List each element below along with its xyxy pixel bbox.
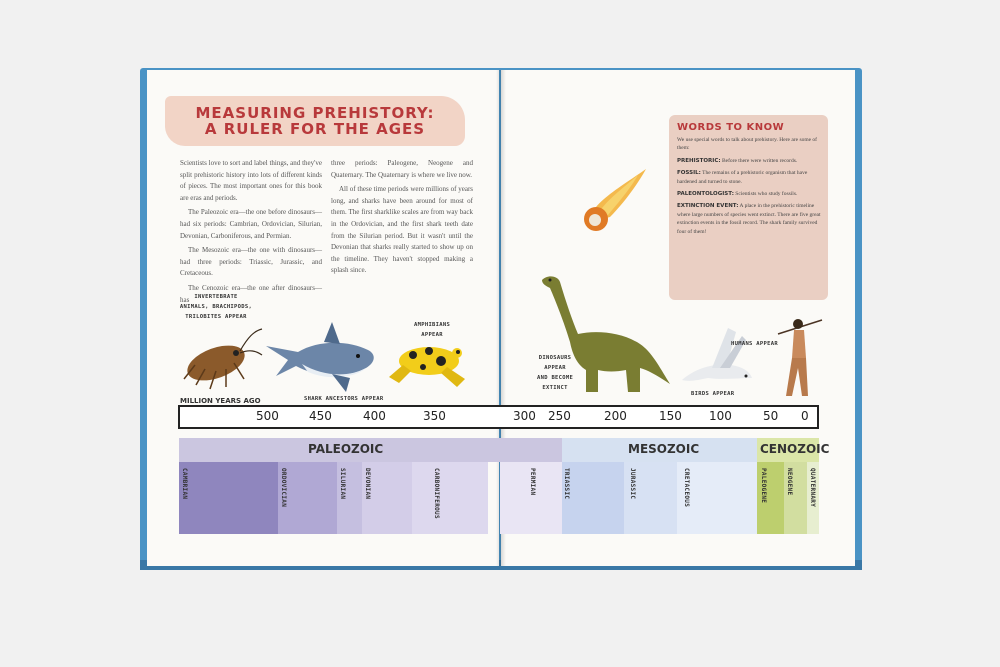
era-label-cenozoic: CENOZOIC	[760, 442, 830, 456]
label-line: DINOSAURS	[538, 355, 572, 361]
shark-illustration	[262, 318, 380, 396]
definition: A place in the prehistoric timeline where large numbers of species went extinct. There are five great extinction events in the fossil record. The shark family survived four of them!	[677, 203, 821, 235]
term-entry	[677, 157, 822, 165]
page-title-line-1: MEASURING PREHISTORY:	[195, 104, 435, 122]
period-label-cambrian: CAMBRIAN	[181, 468, 188, 500]
paragraph: three periods: Paleogene, Neogene and Quaternary. The Quaternary is where we live now.	[331, 159, 473, 179]
tick-label: 100	[709, 409, 732, 423]
definition: Scientists who study fossils.	[735, 191, 798, 198]
humans-label: HUMANS APPEAR	[731, 341, 778, 347]
period-column-triassic	[562, 462, 624, 534]
term: EXTINCTION EVENT:	[677, 203, 739, 210]
tick-label: 300	[513, 409, 536, 423]
timeline-axis-label: MILLION YEARS AGO	[180, 397, 261, 405]
label-line: APPEAR	[421, 332, 443, 338]
dinosaurs-label	[537, 353, 573, 393]
period-label-permian: PERMIAN	[529, 468, 536, 496]
tick-label: 0	[801, 409, 809, 423]
period-label-paleogene: PALEOGENE	[760, 468, 767, 504]
definition: The remains of a prehistoric organism that have hardened and turned to stone.	[677, 170, 808, 185]
tick-label: 400	[363, 409, 386, 423]
label-line: AND BECOME	[537, 375, 574, 381]
label-line: INVERTEBRATE	[194, 294, 238, 300]
human-illustration	[776, 312, 826, 402]
period-label-ordovician: ORDOVICIAN	[280, 468, 287, 508]
term-entry	[677, 190, 822, 198]
tick-label: 450	[309, 409, 332, 423]
tick-label: 200	[604, 409, 627, 423]
birds-label: BIRDS APPEAR	[691, 391, 735, 397]
period-label-carboniferous: CARBONIFEROUS	[433, 468, 440, 519]
term: FOSSIL:	[677, 170, 701, 177]
amphibians-label	[414, 320, 450, 340]
label-line: APPEAR	[544, 365, 566, 371]
tick-label: 500	[256, 409, 279, 423]
invertebrate-label	[166, 292, 266, 322]
term-entry	[677, 169, 822, 186]
page-title-line-2: A RULER FOR THE AGES	[204, 120, 426, 138]
period-label-triassic: TRIASSIC	[563, 468, 570, 500]
period-label-jurassic: JURASSIC	[629, 468, 636, 500]
bird-illustration	[676, 322, 756, 392]
label-line: ANIMALS, BRACHIPODS,	[179, 304, 253, 310]
period-column-carboniferous	[412, 462, 488, 534]
paragraph: The Cenozoic era—the one after dinosaurs—has	[180, 283, 322, 304]
term-entry	[677, 202, 822, 236]
shark-ancestors-label: SHARK ANCESTORS APPEAR	[304, 396, 384, 402]
tick-label: 350	[423, 409, 446, 423]
words-to-know-body	[677, 136, 822, 240]
tick-label: 150	[659, 409, 682, 423]
era-label-mesozoic: MESOZOIC	[628, 442, 700, 456]
period-label-devonian: DEVONIAN	[364, 468, 371, 500]
paragraph: Scientists love to sort and label things, and they've split prehistoric history into lots of different kinds of pieces. The most important ones for this book are eras and periods.	[180, 159, 322, 202]
era-label-paleozoic: PALEOZOIC	[308, 442, 384, 456]
words-to-know-intro: We use special words to talk about prehistory. Here are some of them:	[677, 137, 818, 152]
definition: Before there were written records.	[721, 157, 798, 164]
trilobite-illustration	[170, 325, 265, 400]
term: PREHISTORIC:	[677, 157, 721, 164]
body-column-2	[331, 158, 473, 280]
label-line: AMPHIBIANS	[414, 322, 451, 328]
period-column-cambrian	[179, 462, 278, 534]
paragraph: The Paleozoic era—the one before dinosaurs—had six periods: Cambrian, Ordovician, Silurian, Devonian, Carboniferous, and Permian.	[180, 208, 322, 240]
period-label-neogene: NEOGENE	[786, 468, 793, 496]
body-column-1	[180, 158, 322, 309]
tick-label: 50	[763, 409, 779, 423]
frog-illustration	[383, 335, 478, 393]
paragraph: All of these time periods were millions of years long, and sharks have been around for most of them. The first sharklike scales are from way back in the Ordovician, and the first shark teeth date from the Silurian period. But it wasn't until the Devonian that sharks really started to show up on the timeline. They haven't stopped making a splash since.	[331, 185, 473, 275]
period-label-quaternary: QUATERNARY	[809, 468, 816, 508]
period-label-cretaceous: CRETACEOUS	[683, 468, 690, 508]
label-line: EXTINCT	[542, 385, 568, 391]
words-to-know-title: WORDS TO KNOW	[677, 122, 785, 133]
tick-label: 250	[548, 409, 571, 423]
period-label-silurian: SILURIAN	[339, 468, 346, 500]
term: PALEONTOLOGIST:	[677, 191, 734, 198]
paragraph: The Mesozoic era—the one with dinosaurs—had three periods: Triassic, Jurassic, and Cretaceous.	[180, 246, 322, 278]
label-line: TRILOBITES APPEAR	[185, 314, 247, 320]
meteor-illustration	[566, 165, 650, 249]
